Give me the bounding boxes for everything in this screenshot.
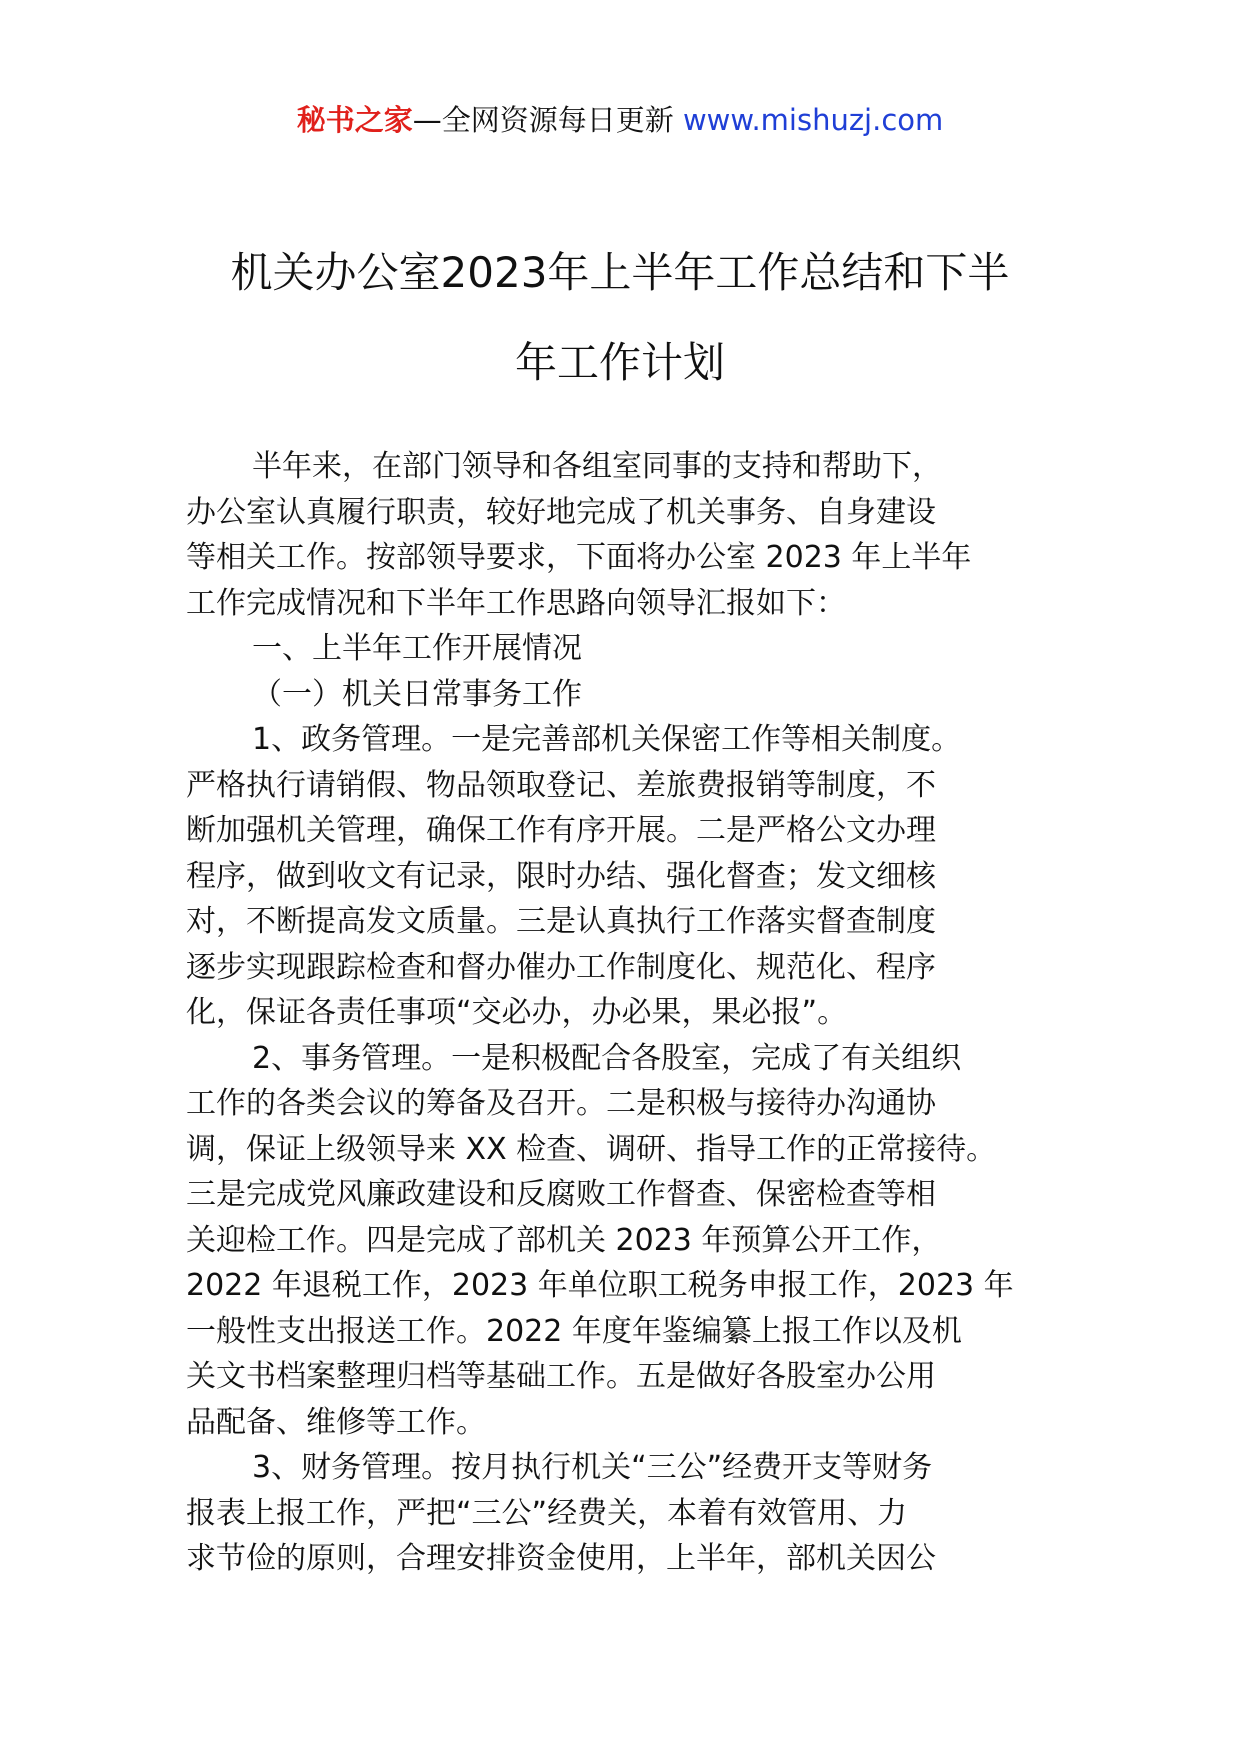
text-line: 2、事务管理。一是积极配合各股室，完成了有关组织	[252, 1040, 962, 1076]
document-body	[186, 444, 1056, 1582]
text-line: 品配备、维修等工作。	[186, 1404, 486, 1440]
text-line: 1、政务管理。一是完善部机关保密工作等相关制度。	[252, 722, 962, 757]
text-line: 等相关工作。按部领导要求，下面将办公室 2023 年上半年	[186, 540, 972, 575]
text-line: 3、财务管理。按月执行机关“三公”经费开支等财务	[252, 1450, 933, 1485]
text-line: 三是完成党风廉政建设和反腐败工作督查、保密检查等相	[186, 1177, 936, 1212]
site-header	[0, 100, 1240, 140]
text-line: 2022 年退税工作，2023 年单位职工税务申报工作，2023 年	[186, 1268, 1014, 1303]
title-line-2: 年工作计划	[514, 338, 725, 387]
text-line: 断加强机关管理，确保工作有序开展。二是严格公文办理	[186, 813, 936, 848]
text-line: 一般性支出报送工作。2022 年度年鉴编纂上报工作以及机	[186, 1313, 962, 1349]
text-line: （一）机关日常事务工作	[252, 676, 582, 712]
text-line: 半年来，在部门领导和各组室同事的支持和帮助下，	[252, 449, 942, 484]
text-line: 对，不断提高发文质量。三是认真执行工作落实督查制度	[186, 904, 936, 939]
text-line: 关迎检工作。四是完成了部机关 2023 年预算公开工作，	[186, 1222, 942, 1258]
title-line-1: 机关办公室2023年上半年工作总结和下半	[230, 248, 1010, 297]
text-line: 化，保证各责任事项“交必办，办必果，果必报”。	[186, 995, 848, 1030]
brand-name: 秘书之家	[296, 103, 413, 137]
text-line: 求节俭的原则，合理安排资金使用，上半年，部机关因公	[186, 1541, 936, 1576]
document-title	[180, 228, 1060, 408]
text-line: 程序，做到收文有记录，限时办结、强化督查；发文细核	[186, 858, 936, 894]
site-url[interactable]: www.mishuzj.com	[682, 103, 944, 137]
text-line: 报表上报工作，严把“三公”经费关，本着有效管用、力	[186, 1495, 908, 1531]
text-line: 调，保证上级领导来 XX 检查、调研、指导工作的正常接待。	[186, 1131, 997, 1167]
text-line: 办公室认真履行职责，较好地完成了机关事务、自身建设	[186, 494, 936, 530]
text-line: 关文书档案整理归档等基础工作。五是做好各股室办公用	[186, 1359, 936, 1394]
text-line: 工作完成情况和下半年工作思路向领导汇报如下：	[186, 585, 846, 621]
text-line: 严格执行请销假、物品领取登记、差旅费报销等制度，不	[186, 767, 936, 803]
header-tagline: —全网资源每日更新	[412, 103, 683, 137]
text-line: 一、上半年工作开展情况	[252, 631, 582, 666]
text-line: 工作的各类会议的筹备及召开。二是积极与接待办沟通协	[186, 1086, 936, 1121]
text-line: 逐步实现跟踪检查和督办催办工作制度化、规范化、程序	[186, 949, 936, 985]
